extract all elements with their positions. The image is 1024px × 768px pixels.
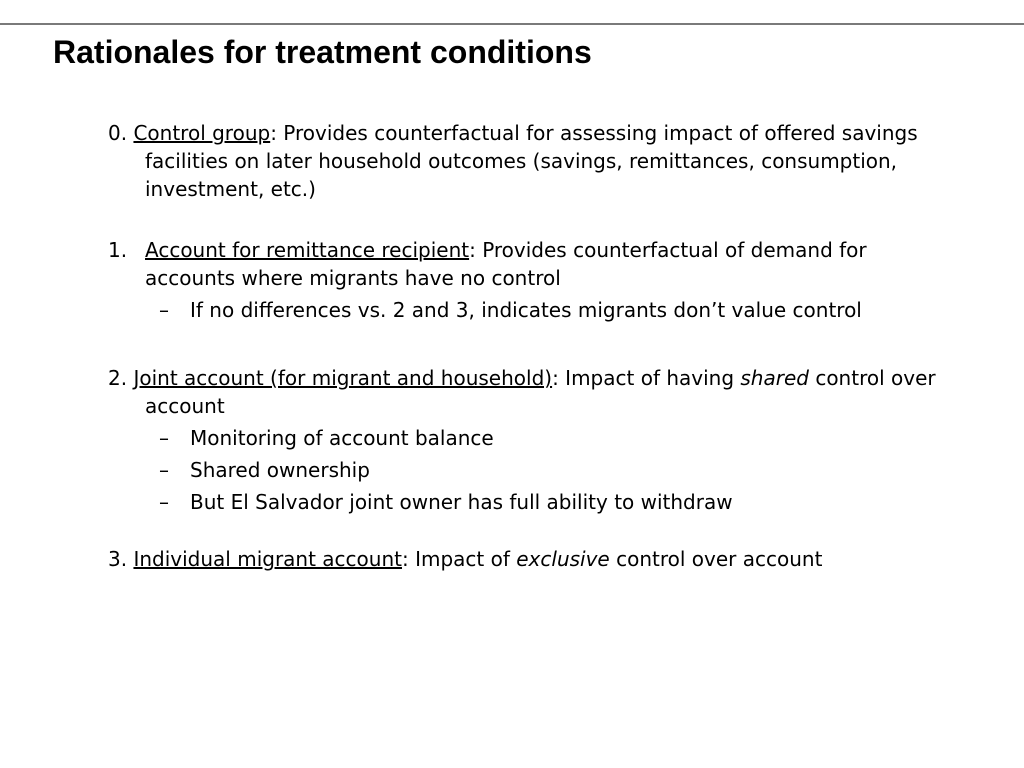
list-item-text: [108, 545, 958, 573]
top-divider: [0, 23, 1024, 25]
item-description: : Provides counterfactual for assessing impact of offered savings facilities on later household outcomes (savings, remittances, consumption, investment, etc.): [145, 121, 918, 201]
slide-body: [108, 119, 958, 573]
item-description: : Impact of having: [552, 366, 741, 390]
list-item-text: [108, 364, 958, 420]
item-description: : Provides counterfactual of demand for accounts where migrants have no control: [145, 238, 867, 290]
item-term: Control group: [133, 121, 271, 145]
sub-bullet-item: [145, 424, 958, 452]
sub-bullet-text: Monitoring of account balance: [190, 426, 494, 450]
dash-bullet: –: [159, 458, 169, 482]
dash-bullet: –: [159, 298, 169, 322]
item-number: 3.: [108, 547, 128, 571]
item-term: Individual migrant account: [133, 547, 402, 571]
item-description: control over account: [609, 547, 823, 571]
list-item-joint-account: [108, 364, 958, 516]
item-term: Joint account (for migrant and household): [133, 366, 553, 390]
list-item-control-group: [108, 119, 958, 203]
list-item-individual-account: [108, 545, 958, 573]
item-number: 2.: [108, 366, 128, 390]
sub-bullet-text: Shared ownership: [190, 458, 370, 482]
list-item-remittance-recipient: [108, 236, 958, 324]
dash-bullet: –: [159, 426, 169, 450]
sub-bullet-item: [145, 296, 958, 324]
item-emphasis: shared: [740, 366, 809, 390]
dash-bullet: –: [159, 490, 169, 514]
item-term: Account for remittance recipient: [145, 238, 470, 262]
item-emphasis: exclusive: [516, 547, 610, 571]
list-item-text: [145, 236, 958, 292]
sub-bullet-item: [145, 456, 958, 484]
item-number: 0.: [108, 121, 128, 145]
sub-bullet-text: If no differences vs. 2 and 3, indicates migrants don’t value control: [190, 298, 862, 322]
item-number: 1.: [108, 238, 128, 262]
sub-bullet-text: But El Salvador joint owner has full ability to withdraw: [190, 490, 733, 514]
sub-bullet-list: [145, 296, 958, 324]
list-item-text: [108, 119, 958, 203]
sub-bullet-list: [145, 424, 958, 516]
item-description: : Impact of: [401, 547, 517, 571]
slide-title: Rationales for treatment conditions: [53, 34, 592, 70]
item-description: control over account: [145, 366, 936, 418]
sub-bullet-item: [145, 488, 958, 516]
